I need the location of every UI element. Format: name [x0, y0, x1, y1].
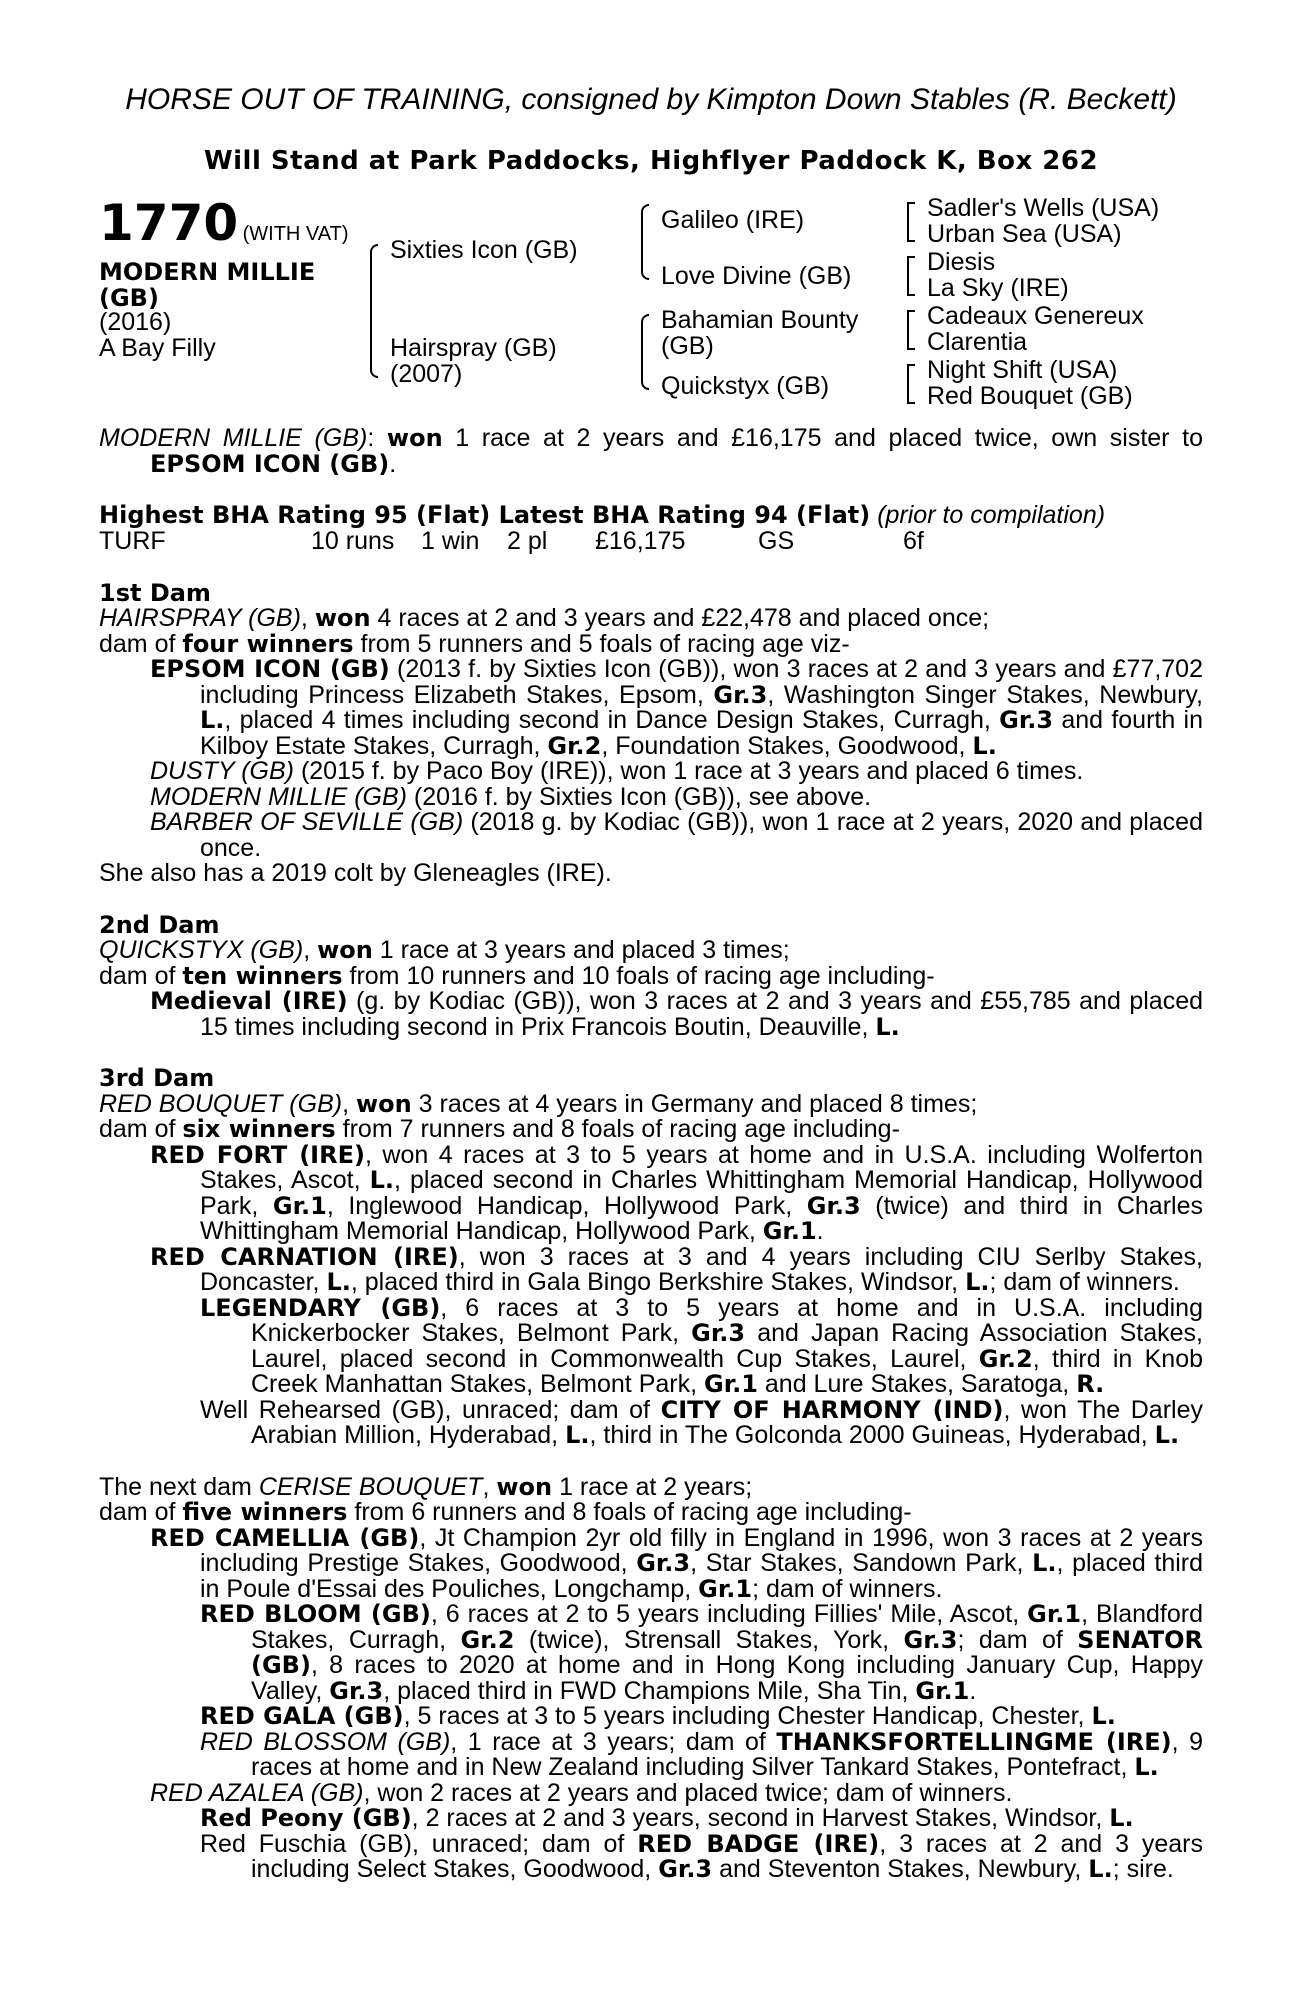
- separator: ,: [300, 604, 315, 632]
- produce-entry: [99, 1806, 1203, 1832]
- first-dam-section: [99, 578, 1204, 887]
- restricted-label: R.: [1076, 1370, 1105, 1398]
- produce-text: (twice) and third in Charles Whittingham Memorial Handicap, Hollywood Park,: [200, 1191, 1203, 1245]
- dam-name: RED BOUQUET (GB): [99, 1089, 343, 1118]
- produce-text: , 2 races at 2 and 3 years, second in Harvest Stakes, Windsor,: [411, 1804, 1110, 1832]
- produce-entry: [99, 1293, 1204, 1398]
- produce-text: (2018 g. by Kodiac (GB)), won 1 race at 2 years, 2020 and placed once.: [200, 808, 1203, 862]
- produce-name: CITY OF HARMONY (IND): [660, 1395, 1004, 1424]
- produce-text: , Blandford Stakes, Curragh,: [251, 1600, 1203, 1654]
- catalogue-page: [99, 82, 1203, 1883]
- produce-text: , won The Darley Arabian Million, Hyderabad,: [251, 1395, 1203, 1449]
- produce-entry: [99, 782, 1203, 811]
- listed-label: L.: [369, 1166, 395, 1194]
- pedigree-brace: [907, 364, 915, 404]
- pedigree-brace: [907, 202, 915, 242]
- grade-label: Gr.3: [658, 1855, 713, 1883]
- produce-name: RED BLOOM (GB): [200, 1600, 431, 1628]
- grade-label: Gr.2: [460, 1625, 515, 1654]
- produce-text: Well Rehearsed (GB), unraced; dam of: [200, 1395, 661, 1424]
- produce-text: , third in Knob Creek Manhattan Stakes, Belmont Park,: [251, 1344, 1204, 1398]
- summary-text: 1 race at 2 years and £16,175 and placed twice, own sister to: [442, 424, 1203, 452]
- produce-text: , 8 races to 2020 at home and in Hong Kong including January Cup, Happy Valley,: [251, 1651, 1203, 1705]
- produce-text: , Washington Singer Stakes, Newbury,: [767, 680, 1204, 709]
- winners-count: four winners: [182, 629, 354, 658]
- won-label: won: [496, 1472, 553, 1501]
- also-note: She also has a 2019 colt by Gleneagles (IRE).: [99, 859, 612, 887]
- listed-label: L.: [965, 1268, 990, 1296]
- great-grandparent-7: Night Shift (USA): [927, 356, 1118, 384]
- great-grandparent-6: Clarentia: [927, 328, 1028, 356]
- dam-dam: Quickstyx (GB): [661, 372, 830, 400]
- produce-entry: [99, 1602, 1203, 1704]
- produce-entry: [99, 759, 1203, 785]
- produce-name: SENATOR (GB): [251, 1625, 1204, 1679]
- won-label: won: [314, 604, 371, 632]
- produce-text: .: [969, 1676, 977, 1705]
- dam-record: 4 races at 2 and 3 years and £22,478 and placed once;: [370, 604, 990, 632]
- produce-name: RED AZALEA (GB): [150, 1778, 364, 1807]
- foaling-year: (2016): [99, 308, 172, 336]
- sister-name: EPSOM ICON (GB): [150, 449, 390, 478]
- won-label: won: [317, 936, 373, 964]
- produce-entry: [99, 989, 1203, 1040]
- won-label: won: [386, 424, 443, 452]
- produce-name: LEGENDARY (GB): [200, 1293, 441, 1322]
- distance: 6f: [903, 526, 924, 555]
- dam-sire-country: (GB): [661, 332, 714, 360]
- produce-text: , placed third in FWD Champions Mile, Sha Tin,: [383, 1676, 916, 1705]
- produce-text: and Japan Racing Association Stakes, Laurel, placed second in Commonwealth Cup Stakes, Laurel,: [251, 1319, 1204, 1373]
- produce-text: , 1 race at 3 years; dam of: [450, 1727, 777, 1756]
- produce-text: ; dam of winners.: [989, 1268, 1180, 1296]
- produce-text: (twice), Strensall Stakes, York,: [514, 1625, 904, 1654]
- great-grandparent-5: Cadeaux Genereux: [927, 302, 1144, 330]
- produce-text: , 6 races at 2 to 5 years including Fillies' Mile, Ascot,: [430, 1600, 1028, 1628]
- dam-name: QUICKSTYX (GB): [99, 936, 304, 964]
- listed-label: L.: [326, 1268, 351, 1296]
- separator: ,: [482, 1472, 497, 1501]
- placed: 2 pl: [507, 526, 548, 555]
- produce-entry: [99, 1704, 1203, 1730]
- separator: :: [367, 424, 387, 452]
- sire: Sixties Icon (GB): [390, 236, 578, 264]
- produce-name: Red Peony (GB): [200, 1804, 412, 1832]
- dam-name: CERISE BOUQUET: [258, 1472, 483, 1501]
- produce-text: , 6 races at 3 to 5 years at home and in U.S.A. including Knickerbocker Stakes, Belmont Park,: [251, 1293, 1203, 1347]
- consignment-heading: HORSE OUT OF TRAINING, consigned by Kimpton Down Stables (R. Beckett): [125, 83, 1177, 116]
- dam-record: 1 race at 2 years;: [552, 1472, 753, 1501]
- grade-label: Gr.3: [713, 680, 768, 709]
- great-grandparent-3: Diesis: [927, 248, 996, 276]
- section-heading: 2nd Dam: [99, 910, 220, 939]
- grade-label: Gr.1: [272, 1191, 327, 1220]
- separator: ,: [303, 936, 318, 964]
- produce-name: DUSTY (GB): [150, 757, 294, 785]
- dam-name: HAIRSPRAY (GB): [99, 604, 301, 632]
- pedigree-brace: [641, 204, 649, 280]
- produce-name: MODERN MILLIE (GB): [150, 782, 407, 811]
- great-grandparent-2: Urban Sea (USA): [927, 220, 1122, 248]
- dam-record: 3 races at 4 years in Germany and placed 8 times;: [411, 1089, 978, 1118]
- listed-label: L.: [972, 731, 997, 760]
- produce-text: (2016 f. by Sixties Icon (GB)), see above.: [406, 782, 872, 811]
- produce-text: , placed third in Gala Bingo Berkshire Stakes, Windsor,: [350, 1268, 966, 1296]
- sire-dam: Love Divine (GB): [661, 262, 852, 290]
- produce-name: Medieval (IRE): [150, 987, 348, 1015]
- produce-name: THANKSFORTELLINGME (IRE): [776, 1727, 1172, 1756]
- grade-label: Gr.3: [903, 1625, 958, 1654]
- produce-text: , Star Stakes, Sandown Park,: [690, 1549, 1033, 1577]
- next-dam-label: The next dam: [99, 1472, 259, 1501]
- produce-entry: [99, 657, 1203, 759]
- location-heading: Will Stand at Park Paddocks, Highflyer Paddock K, Box 262: [203, 146, 1099, 176]
- produce-text: and fourth in Kilboy Estate Stakes, Curragh,: [200, 706, 1203, 760]
- produce-text: Red Fuschia (GB), unraced; dam of: [200, 1829, 638, 1858]
- vat-note: (WITH VAT): [242, 223, 349, 245]
- grade-label: Gr.1: [915, 1676, 970, 1705]
- grade-label: Gr.3: [636, 1549, 691, 1577]
- produce-text: , placed third in Poule d'Essai des Pouliches, Longchamp,: [200, 1549, 1204, 1603]
- produce-text: , Inglewood Handicap, Hollywood Park,: [326, 1191, 807, 1220]
- produce-text: , Foundation Stakes, Goodwood,: [601, 731, 973, 760]
- produce-text: (g. by Kodiac (GB)), won 3 races at 2 and 3 years and £55,785 and placed 15 times including second in Prix Francois Boutin, Deauville,: [200, 987, 1203, 1041]
- grade-label: Gr.1: [698, 1574, 753, 1603]
- won-label: won: [355, 1089, 412, 1118]
- produce-name: RED GALA (GB): [200, 1702, 404, 1730]
- produce-summary: from 7 runners and 8 foals of racing age including-: [335, 1115, 900, 1143]
- produce-summary: from 6 runners and 8 foals of racing age including-: [347, 1498, 912, 1526]
- produce-text: , placed second in Charles Whittingham Memorial Handicap, Hollywood Park,: [200, 1166, 1203, 1220]
- listed-label: L.: [1032, 1549, 1057, 1577]
- produce-name: RED CAMELLIA (GB): [150, 1523, 420, 1552]
- produce-entry: [99, 1242, 1203, 1296]
- pedigree-brace: [370, 244, 378, 378]
- produce-entry: [99, 1778, 1203, 1807]
- second-dam-section: [99, 910, 1203, 1041]
- listed-label: L.: [565, 1421, 590, 1449]
- produce-name: RED CARNATION (IRE): [150, 1242, 459, 1271]
- horse-name: MODERN MILLIE: [99, 258, 316, 286]
- produce-text: , Jt Champion 2yr old filly in England in 1996, won 3 races at 2 years including Prestige Stakes, Goodwood,: [200, 1523, 1203, 1577]
- section-heading: 3rd Dam: [99, 1064, 215, 1092]
- pedigree-brace: [907, 310, 915, 350]
- produce-text: ; dam of: [957, 1625, 1078, 1654]
- produce-text: ; sire.: [1112, 1855, 1174, 1883]
- grade-label: Gr.1: [1027, 1600, 1082, 1628]
- ratings-note: (prior to compilation): [877, 501, 1106, 529]
- produce-text: , 5 races at 3 to 5 years including Chester Handicap, Chester,: [403, 1702, 1092, 1730]
- dam: Hairspray (GB): [390, 334, 557, 362]
- horse-country: (GB): [99, 284, 159, 312]
- produce-name: RED FORT (IRE): [150, 1140, 365, 1169]
- grade-label: Gr.1: [762, 1217, 817, 1245]
- listed-label: L.: [875, 1012, 900, 1041]
- winners-count: five winners: [182, 1498, 348, 1526]
- earnings: £16,175: [595, 526, 686, 555]
- produce-summary: from 10 runners and 10 foals of racing age including-: [342, 961, 935, 990]
- grade-label: Gr.3: [691, 1319, 746, 1347]
- winners-count: ten winners: [182, 961, 343, 990]
- horse-description: A Bay Filly: [99, 334, 216, 362]
- produce-text: , placed 4 times including second in Dance Design Stakes, Curragh,: [224, 706, 1000, 734]
- listed-label: L.: [1109, 1804, 1134, 1832]
- pedigree-table: [99, 196, 1203, 426]
- summary-horse-name: MODERN MILLIE (GB): [99, 424, 368, 452]
- dam-record: 1 race at 3 years and placed 3 times;: [372, 936, 790, 964]
- race-summary: [99, 426, 1203, 477]
- listed-label: L.: [1134, 1753, 1159, 1781]
- produce-entry: [99, 1829, 1204, 1883]
- lot-heading: [99, 196, 349, 250]
- produce-text: ; dam of winners.: [752, 1574, 943, 1603]
- third-dam-section: [99, 1066, 1203, 1449]
- summary-end: .: [389, 449, 397, 478]
- grade-label: Gr.2: [978, 1344, 1033, 1373]
- produce-text: and Steventon Stakes, Newbury,: [712, 1855, 1089, 1883]
- produce-name: RED BLOSSOM (GB): [200, 1727, 451, 1756]
- separator: ,: [342, 1089, 356, 1118]
- produce-text: (2013 f. by Sixties Icon (GB)), won 3 races at 2 and 3 years and £77,702 including Princess Elizabeth Stakes, Epsom,: [200, 655, 1203, 709]
- produce-entry: [99, 810, 1203, 861]
- great-grandparent-1: Sadler's Wells (USA): [927, 194, 1160, 222]
- pedigree-brace: [907, 256, 915, 296]
- produce-text: (2015 f. by Paco Boy (IRE)), won 1 race at 3 years and placed 6 times.: [294, 757, 1084, 785]
- listed-label: L.: [200, 706, 225, 734]
- produce-name: RED BADGE (IRE): [637, 1829, 880, 1858]
- winners-count: six winners: [182, 1115, 336, 1143]
- grade-label: Gr.3: [999, 706, 1054, 734]
- runs: 10 runs: [311, 526, 395, 555]
- sire-sire: Galileo (IRE): [661, 206, 805, 234]
- produce-summary: from 5 runners and 5 foals of racing age viz-: [353, 629, 850, 658]
- grade-label: Gr.3: [329, 1676, 384, 1705]
- listed-label: L.: [1088, 1855, 1113, 1883]
- dam-of-label: dam of: [99, 629, 183, 658]
- pedigree-brace: [641, 314, 649, 390]
- produce-text: , 9 races at home and in New Zealand including Silver Tankard Stakes, Pontefract,: [251, 1727, 1203, 1781]
- produce-text: , won 2 races at 2 years and placed twice; dam of winners.: [363, 1778, 1013, 1807]
- dam-of-label: dam of: [99, 1498, 183, 1526]
- produce-text: , third in The Golconda 2000 Guineas, Hyderabad,: [589, 1421, 1155, 1449]
- dam-year: (2007): [390, 360, 463, 388]
- ratings-block: [99, 503, 1203, 555]
- great-grandparent-8: Red Bouquet (GB): [927, 382, 1133, 410]
- produce-entry: [99, 1523, 1204, 1603]
- listed-label: L.: [1091, 1702, 1116, 1730]
- wins: 1 win: [421, 526, 480, 555]
- produce-text: , won 4 races at 3 to 5 years at home and in U.S.A. including Wolferton Stakes, Ascot,: [200, 1140, 1203, 1194]
- listed-label: L.: [1154, 1421, 1180, 1449]
- surface: TURF: [99, 526, 166, 555]
- grade-label: Gr.3: [806, 1191, 861, 1220]
- racing-record-row: [99, 526, 1203, 555]
- lot-number: 1770: [99, 194, 239, 252]
- section-heading: 1st Dam: [99, 578, 211, 607]
- produce-name: BARBER OF SEVILLE (GB): [150, 808, 464, 836]
- produce-entry: [99, 1140, 1203, 1245]
- great-grandparent-4: La Sky (IRE): [927, 274, 1069, 302]
- going: GS: [758, 526, 795, 555]
- next-dam-section: [99, 1472, 1204, 1883]
- dam-of-label: dam of: [99, 1115, 183, 1143]
- dam-sire: Bahamian Bounty: [661, 306, 859, 334]
- produce-text: .: [816, 1217, 824, 1245]
- produce-entry: [99, 1395, 1203, 1449]
- grade-label: Gr.2: [547, 731, 602, 760]
- produce-entry: [99, 1727, 1203, 1781]
- dam-of-label: dam of: [99, 961, 183, 990]
- ratings-heading: Highest BHA Rating 95 (Flat) Latest BHA Rating 94 (Flat): [99, 501, 871, 529]
- produce-text: , won 3 races at 3 and 4 years including CIU Serlby Stakes, Doncaster,: [200, 1242, 1203, 1296]
- produce-name: EPSOM ICON (GB): [150, 655, 390, 683]
- produce-text: , 3 races at 2 and 3 years including Select Stakes, Goodwood,: [251, 1829, 1204, 1883]
- produce-text: and Lure Stakes, Saratoga,: [757, 1370, 1077, 1398]
- grade-label: Gr.1: [704, 1370, 758, 1398]
